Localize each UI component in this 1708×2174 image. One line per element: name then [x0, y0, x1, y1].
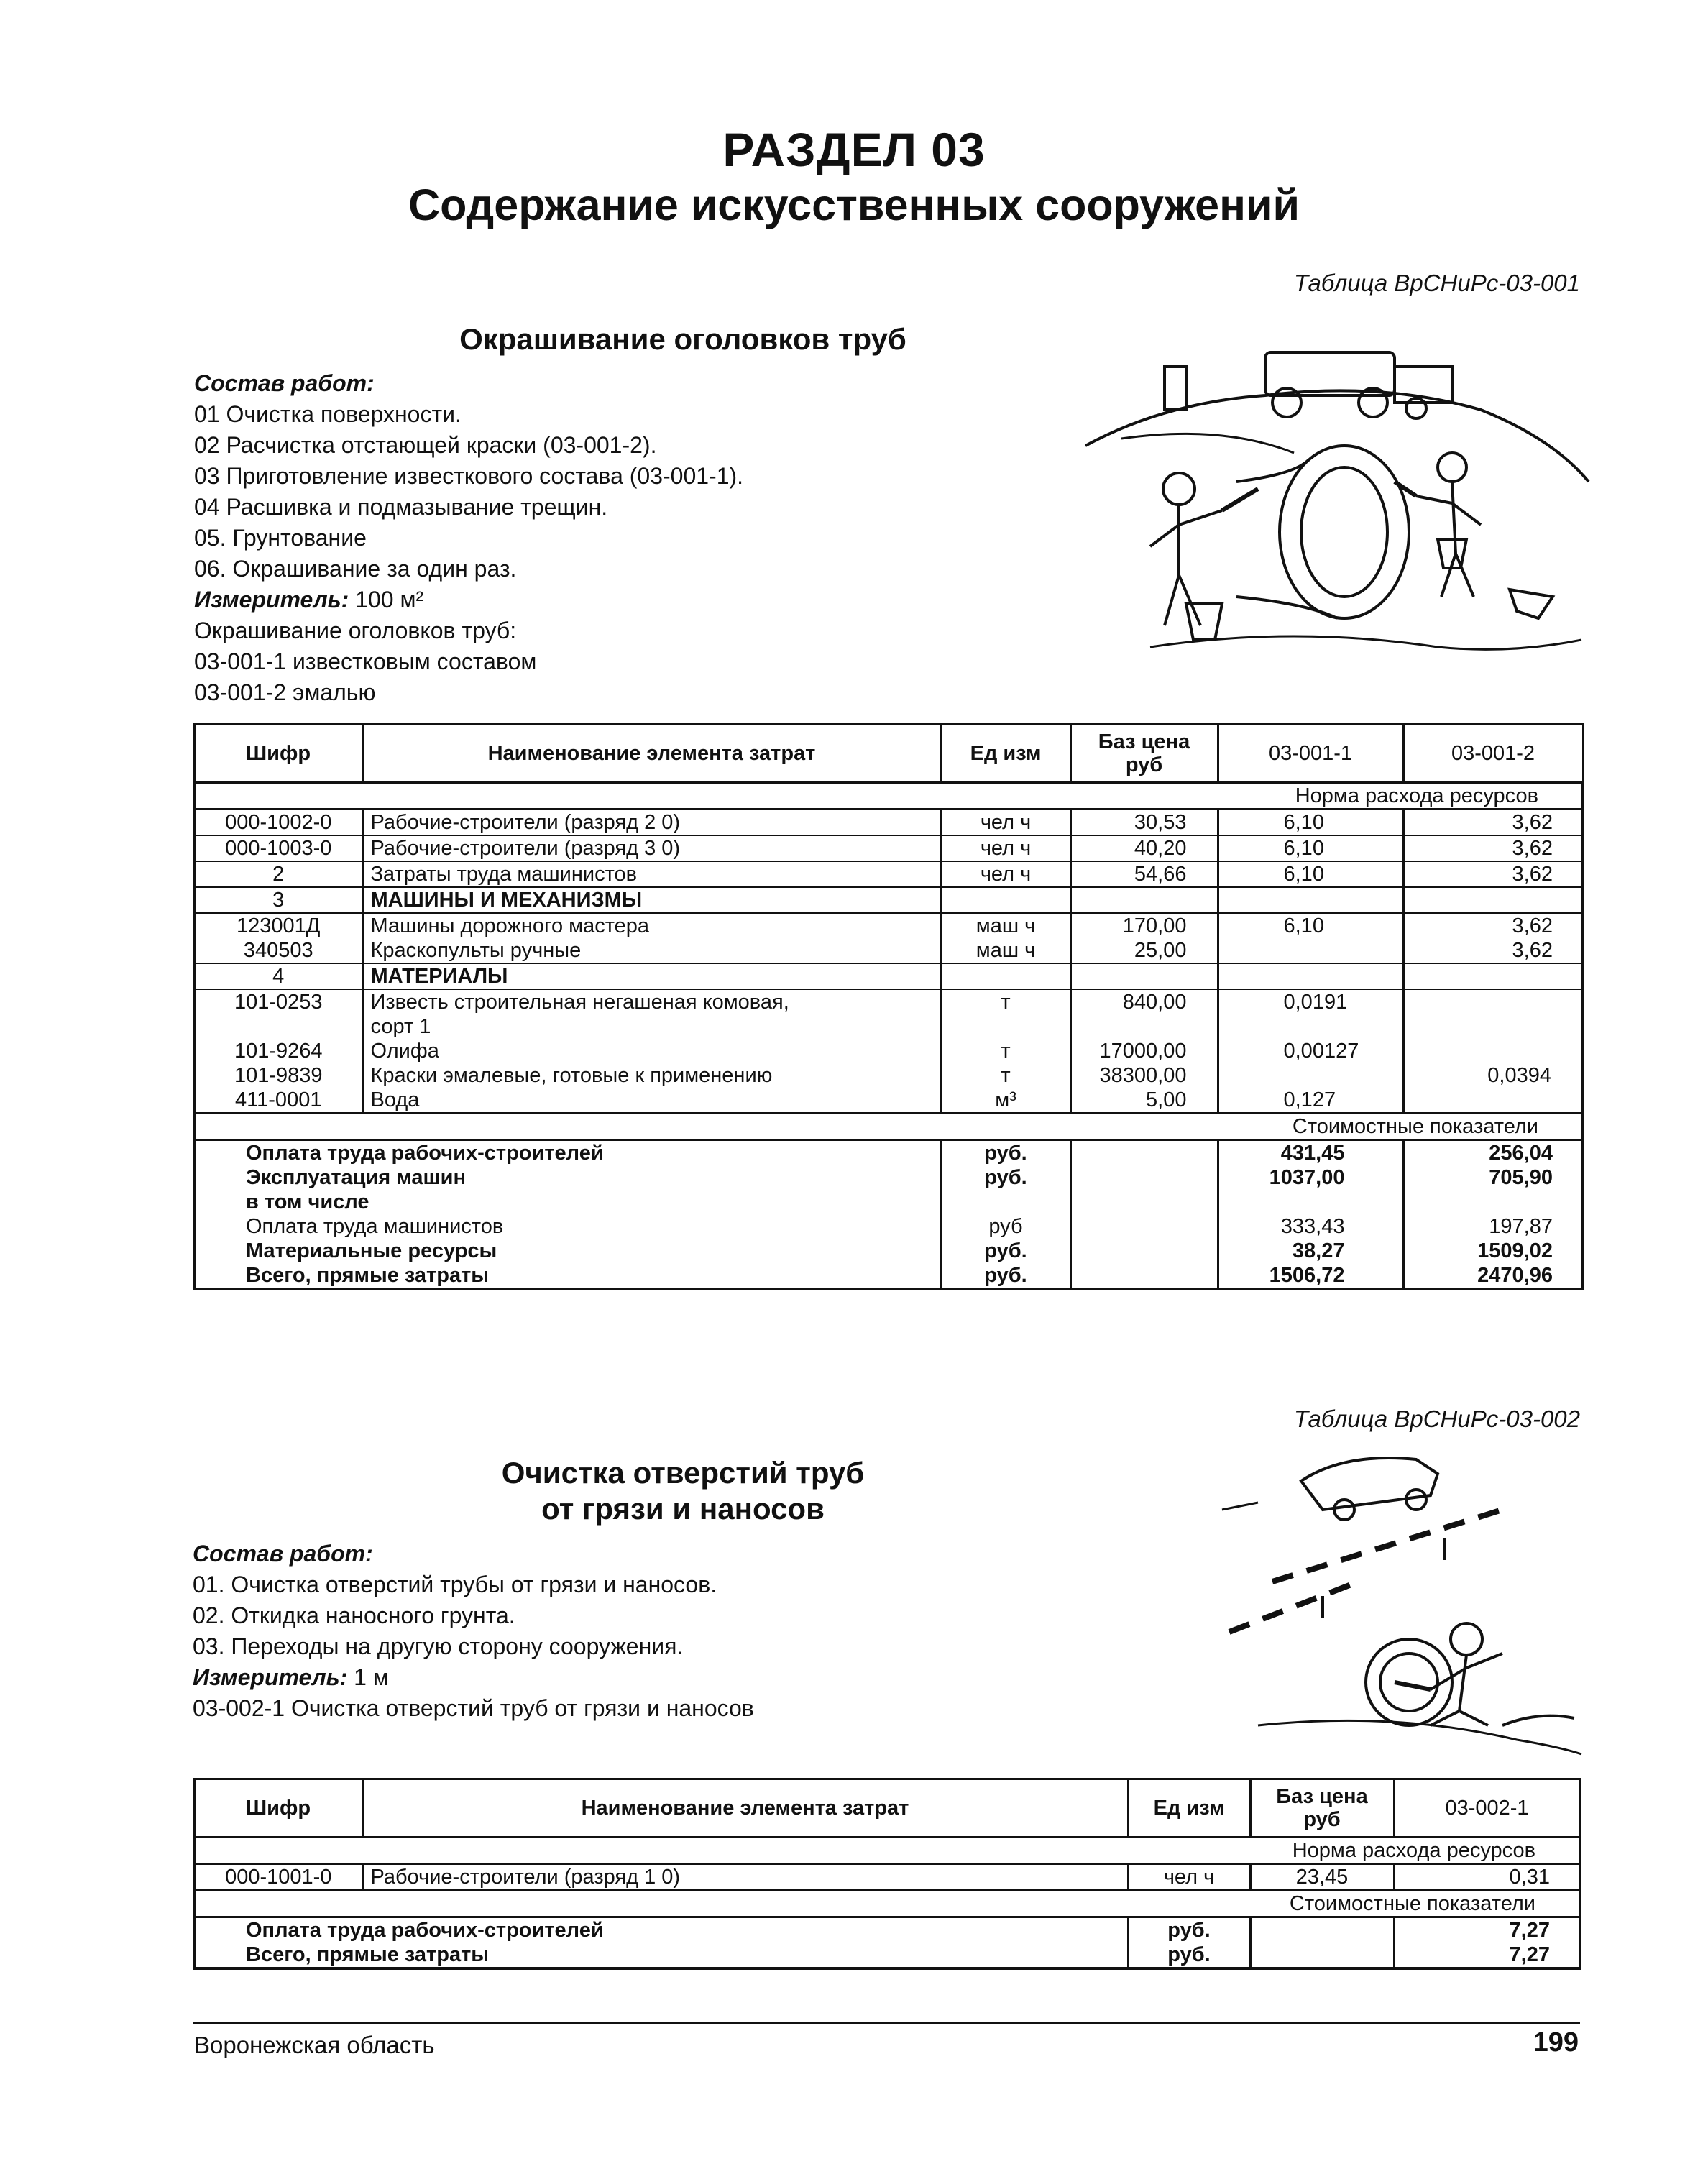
work-heading: Состав работ:	[193, 1541, 373, 1567]
cell-price: 54,66	[1070, 861, 1218, 887]
table-row	[194, 913, 1583, 938]
cell-unit: т	[941, 989, 1070, 1014]
table-row	[194, 1039, 1583, 1063]
cell-price: 23,45	[1250, 1864, 1394, 1891]
cell-code: 4	[194, 963, 362, 989]
cost-unit: руб	[941, 1214, 1070, 1239]
col-header: Ед изм	[1128, 1779, 1250, 1838]
cost-name: Оплата труда рабочих-строителей	[194, 1917, 1128, 1943]
table-row	[194, 887, 1583, 913]
cell-unit: маш ч	[941, 938, 1070, 963]
block1-title: Окрашивание оголовков труб	[459, 322, 906, 356]
cell-v1: 0,31	[1394, 1864, 1580, 1891]
cost-row	[194, 1140, 1583, 1166]
cell-price: 5,00	[1070, 1088, 1218, 1114]
cost-v1: 1037,00	[1218, 1165, 1403, 1190]
cost-v1: 38,27	[1218, 1239, 1403, 1263]
cell-v2: 3,62	[1403, 835, 1583, 861]
col-header: 03-001-1	[1218, 725, 1403, 783]
cost-unit: руб.	[941, 1263, 1070, 1289]
cost-row	[194, 1263, 1583, 1289]
cost-row	[194, 1190, 1583, 1214]
cell-name: Машины дорожного мастера	[362, 913, 941, 938]
cost-unit: руб.	[1128, 1943, 1250, 1968]
footer-rule	[193, 2022, 1580, 2024]
cost-v1: 333,43	[1218, 1214, 1403, 1239]
norm-band-row	[194, 1838, 1580, 1864]
measure	[194, 584, 743, 615]
work-item: 04 Расшивка и подмазывание трещин.	[194, 494, 608, 520]
cell-v2: 0,0394	[1403, 1063, 1583, 1088]
cell-name: Известь строительная негашеная комовая,	[362, 989, 941, 1014]
block2-title-line2: от грязи и наносов	[541, 1492, 825, 1526]
cell-code: 101-9264	[194, 1039, 362, 1063]
cell-price: 38300,00	[1070, 1063, 1218, 1088]
col-header: 03-001-2	[1403, 725, 1583, 783]
cost-band: Стоимостные показатели	[194, 1114, 1583, 1140]
col-header: Баз цена руб	[1250, 1779, 1394, 1838]
measure-label: Измеритель:	[194, 587, 349, 613]
cell-unit: чел ч	[941, 861, 1070, 887]
cell-unit: маш ч	[941, 913, 1070, 938]
work-item: 02 Расчистка отстающей краски (03-001-2).	[194, 432, 657, 458]
cell-v2	[1403, 1039, 1583, 1063]
cell-code: 411-0001	[194, 1088, 362, 1114]
cell-name: МАТЕРИАЛЫ	[362, 963, 941, 989]
cell-v1: 0,0191	[1218, 989, 1403, 1014]
cell-code: 101-0253	[194, 989, 362, 1014]
cell-name: Рабочие-строители (разряд 3 0)	[362, 835, 941, 861]
cost-name: Эксплуатация машин	[194, 1165, 941, 1190]
footer-region: Воронежская область	[194, 2032, 435, 2058]
cell-name: Олифа	[362, 1039, 941, 1063]
cost-unit: руб.	[941, 1165, 1070, 1190]
cost-name: Оплата труда машинистов	[194, 1214, 941, 1239]
cell-unit: чел ч	[941, 809, 1070, 836]
cell-v2: 3,62	[1403, 913, 1583, 938]
col-header: Наименование элемента затрат	[362, 1779, 1128, 1838]
cell-v1: 6,10	[1218, 861, 1403, 887]
col-header: Наименование элемента затрат	[362, 725, 941, 783]
measure-label: Измеритель:	[193, 1664, 348, 1690]
table-row	[194, 938, 1583, 963]
cost-v2: 256,04	[1403, 1140, 1583, 1166]
table-ref-1: Таблица ВрСНиРс-03-001	[1294, 270, 1580, 296]
table-row	[194, 861, 1583, 887]
norm-band: Норма расхода ресурсов	[194, 1838, 1580, 1864]
workers-painting-illustration	[1078, 338, 1596, 669]
col-header: Ед изм	[941, 725, 1070, 783]
table-row	[194, 1014, 1583, 1039]
variant: 03-001-2 эмалью	[194, 679, 376, 705]
cell-name: Затраты труда машинистов	[362, 861, 941, 887]
cell-v1	[1218, 938, 1403, 963]
section-number: РАЗДЕЛ 03	[722, 123, 986, 176]
col-header: Баз цена руб	[1070, 725, 1218, 783]
cost-name: Оплата труда рабочих-строителей	[194, 1140, 941, 1166]
variant: 03-001-1 известковым составом	[194, 648, 537, 674]
cell-name: МАШИНЫ И МЕХАНИЗМЫ	[362, 887, 941, 913]
table-row	[194, 1063, 1583, 1088]
page-number: 199	[1533, 2027, 1579, 2058]
cell-name: Рабочие-строители (разряд 2 0)	[362, 809, 941, 836]
table-row	[194, 989, 1583, 1014]
work-item: 06. Окрашивание за один раз.	[194, 556, 517, 582]
cell-v1: 0,00127	[1218, 1039, 1403, 1063]
cost-row	[194, 1214, 1583, 1239]
cell-code: 123001Д	[194, 913, 362, 938]
block1-text	[194, 368, 743, 708]
table-header	[194, 1779, 1580, 1838]
cell-price: 170,00	[1070, 913, 1218, 938]
cell-price: 25,00	[1070, 938, 1218, 963]
cell-name: Краски эмалевые, готовые к применению	[362, 1063, 941, 1088]
cost-v2: 705,90	[1403, 1165, 1583, 1190]
cost-v2: 1509,02	[1403, 1239, 1583, 1263]
cell-v2: 3,62	[1403, 938, 1583, 963]
block2-title-line1: Очистка отверстий труб	[501, 1456, 865, 1490]
cell-code: 2	[194, 861, 362, 887]
cell-v2: 3,62	[1403, 809, 1583, 836]
cell-price: 840,00	[1070, 989, 1218, 1014]
cost-band: Стоимостные показатели	[194, 1891, 1580, 1917]
cell-v2	[1403, 989, 1583, 1014]
cost-unit: руб.	[1128, 1917, 1250, 1943]
cost-v1: 7,27	[1394, 1943, 1580, 1968]
cell-code: 3	[194, 887, 362, 913]
cell-price: 30,53	[1070, 809, 1218, 836]
measure-value: 1 м	[347, 1664, 389, 1690]
table-header	[194, 725, 1583, 783]
col-header: Шифр	[194, 1779, 362, 1838]
cell-v1: 6,10	[1218, 809, 1403, 836]
cost-band-row	[194, 1114, 1583, 1140]
work-item: 05. Грунтование	[194, 525, 367, 551]
cell-name: Вода	[362, 1088, 941, 1114]
cost-name: в том числе	[194, 1190, 941, 1214]
work-item: 03. Переходы на другую сторону сооружения.	[193, 1633, 684, 1659]
measure	[193, 1662, 754, 1693]
cell-code: 340503	[194, 938, 362, 963]
cell-v1: 0,127	[1218, 1088, 1403, 1114]
cell-unit: т	[941, 1039, 1070, 1063]
cell-code: 000-1001-0	[194, 1864, 362, 1891]
cell-unit: м³	[941, 1088, 1070, 1114]
table-row	[194, 809, 1583, 836]
table-row	[194, 835, 1583, 861]
cost-row	[194, 1917, 1580, 1943]
cell-price: 40,20	[1070, 835, 1218, 861]
cost-v1: 1506,72	[1218, 1263, 1403, 1289]
cell-v2	[1403, 1088, 1583, 1114]
col-header: Шифр	[194, 725, 362, 783]
norm-band-row	[194, 783, 1583, 809]
cost-row	[194, 1239, 1583, 1263]
norm-band: Норма расхода ресурсов	[194, 783, 1583, 809]
cost-v1: 431,45	[1218, 1140, 1403, 1166]
measure-value: 100 м²	[349, 587, 424, 613]
table-row	[194, 1088, 1583, 1114]
cell-v1	[1218, 1063, 1403, 1088]
cost-name: Всего, прямые затраты	[194, 1943, 1128, 1968]
work-item: 03 Приготовление известкового состава (03-001-1).	[194, 463, 744, 489]
block2-text	[193, 1538, 754, 1724]
cost-v2: 197,87	[1403, 1214, 1583, 1239]
cell-code: 000-1002-0	[194, 809, 362, 836]
cost-row	[194, 1943, 1580, 1968]
cost-v1: 7,27	[1394, 1917, 1580, 1943]
work-item: 02. Откидка наносного грунта.	[193, 1602, 515, 1628]
cost-v2: 2470,96	[1403, 1263, 1583, 1289]
work-item: 01 Очистка поверхности.	[194, 401, 462, 427]
cell-unit: чел ч	[941, 835, 1070, 861]
table-row	[194, 963, 1583, 989]
cost-name: Всего, прямые затраты	[194, 1263, 941, 1289]
section-title: Содержание искусственных сооружений	[408, 180, 1300, 229]
cost-band-row	[194, 1891, 1580, 1917]
cell-code: 000-1003-0	[194, 835, 362, 861]
variant: 03-002-1 Очистка отверстий труб от грязи и наносов	[193, 1695, 754, 1721]
work-heading: Состав работ:	[194, 370, 375, 396]
work-item: 01. Очистка отверстий трубы от грязи и наносов.	[193, 1572, 717, 1597]
table-1	[193, 723, 1584, 1290]
table-2	[193, 1778, 1581, 1970]
table-ref-2: Таблица ВрСНиРс-03-002	[1294, 1405, 1580, 1432]
cell-name: сорт 1	[362, 1014, 941, 1039]
subtitle: Окрашивание оголовков труб:	[194, 618, 517, 643]
table-row	[194, 1864, 1580, 1891]
cell-v2: 3,62	[1403, 861, 1583, 887]
cell-v1: 6,10	[1218, 913, 1403, 938]
cost-row	[194, 1165, 1583, 1190]
cost-unit: руб.	[941, 1140, 1070, 1166]
cell-code: 101-9839	[194, 1063, 362, 1088]
cell-v1: 6,10	[1218, 835, 1403, 861]
cell-name: Краскопульты ручные	[362, 938, 941, 963]
col-header: 03-002-1	[1394, 1779, 1580, 1838]
worker-cleaning-pipe-illustration	[1215, 1438, 1589, 1761]
cell-price: 17000,00	[1070, 1039, 1218, 1063]
cell-unit: чел ч	[1128, 1864, 1250, 1891]
cell-unit: т	[941, 1063, 1070, 1088]
cost-unit: руб.	[941, 1239, 1070, 1263]
cost-name: Материальные ресурсы	[194, 1239, 941, 1263]
cell-name: Рабочие-строители (разряд 1 0)	[362, 1864, 1128, 1891]
